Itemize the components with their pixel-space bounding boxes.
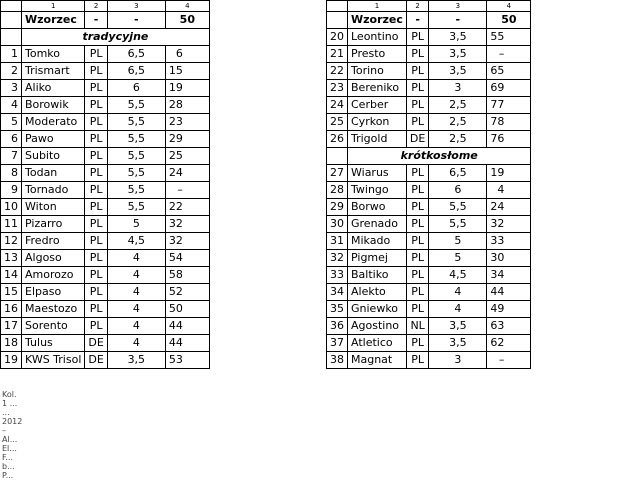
cell-value: 28 — [165, 97, 209, 114]
cell-value: – — [165, 182, 209, 199]
table-row — [327, 318, 531, 335]
cell-name: Tornado — [22, 182, 85, 199]
table-row — [1, 80, 210, 97]
cell-country: PL — [85, 318, 107, 335]
cell-scale: 4 — [429, 301, 487, 318]
cell-country: PL — [406, 233, 428, 250]
wzorzec-no-cell — [327, 12, 348, 29]
cell-scale: 5,5 — [107, 148, 165, 165]
cell-value: 4 — [487, 182, 531, 199]
cell-value: 52 — [165, 284, 209, 301]
cell-scale: 5,5 — [429, 199, 487, 216]
table-row — [327, 63, 531, 80]
cell-country: PL — [406, 63, 428, 80]
cell-name: Tomko — [22, 46, 85, 63]
cell-scale: 5,5 — [107, 199, 165, 216]
table-row — [327, 114, 531, 131]
category-no-cell — [327, 148, 348, 165]
cell-value: 32 — [487, 216, 531, 233]
cell-country: DE — [406, 131, 428, 148]
cell-no: 38 — [327, 352, 348, 369]
table-row — [1, 216, 210, 233]
cell-country: NL — [406, 318, 428, 335]
cell-no: 15 — [1, 284, 22, 301]
cell-scale: 5,5 — [107, 131, 165, 148]
cell-no: 9 — [1, 182, 22, 199]
cell-value: 50 — [165, 301, 209, 318]
cell-scale: 4 — [429, 284, 487, 301]
cell-value: 49 — [487, 301, 531, 318]
wzorzec-value: 50 — [165, 12, 209, 29]
cell-no: 28 — [327, 182, 348, 199]
cell-scale: 5,5 — [107, 114, 165, 131]
cell-name: Atletico — [348, 335, 407, 352]
cell-value: 29 — [165, 131, 209, 148]
table-row — [1, 165, 210, 182]
cell-scale: 4 — [107, 318, 165, 335]
cell-country: PL — [406, 29, 428, 46]
cell-scale: 3,5 — [107, 352, 165, 369]
table-row — [1, 352, 210, 369]
cell-name: Cyrkon — [348, 114, 407, 131]
cell-scale: 6 — [107, 80, 165, 97]
table-row — [327, 335, 531, 352]
cell-no: 12 — [1, 233, 22, 250]
cell-country: PL — [85, 114, 107, 131]
table-row — [1, 46, 210, 63]
table-row — [1, 182, 210, 199]
cell-no: 29 — [327, 199, 348, 216]
cell-no: 36 — [327, 318, 348, 335]
table-row — [327, 97, 531, 114]
wzorzec-row — [1, 12, 210, 29]
cell-value: 34 — [487, 267, 531, 284]
cell-name: Bereniko — [348, 80, 407, 97]
cell-name: Elpaso — [22, 284, 85, 301]
wzorzec-country: - — [406, 12, 428, 29]
cell-no: 26 — [327, 131, 348, 148]
cell-scale: 5,5 — [107, 97, 165, 114]
table-row — [1, 233, 210, 250]
table-row — [1, 301, 210, 318]
cell-name: Gniewko — [348, 301, 407, 318]
cell-scale: 5 — [107, 216, 165, 233]
table-row — [1, 148, 210, 165]
wzorzec-scale: - — [107, 12, 165, 29]
cell-no: 37 — [327, 335, 348, 352]
cell-scale: 5 — [429, 250, 487, 267]
cell-scale: 5,5 — [107, 182, 165, 199]
cell-country: PL — [85, 165, 107, 182]
wzorzec-no-cell — [1, 12, 22, 29]
cell-country: PL — [85, 284, 107, 301]
cell-no: 16 — [1, 301, 22, 318]
table-row — [1, 284, 210, 301]
cell-value: 30 — [487, 250, 531, 267]
col-number-4: 4 — [165, 1, 209, 12]
table-row — [327, 216, 531, 233]
cell-country: PL — [406, 335, 428, 352]
cell-no: 19 — [1, 352, 22, 369]
cell-name: Pizarro — [22, 216, 85, 233]
table-row — [327, 250, 531, 267]
table-row — [1, 250, 210, 267]
cell-value: 6 — [165, 46, 209, 63]
left-variety-table — [0, 0, 210, 369]
table-row — [1, 131, 210, 148]
cell-value: 76 — [487, 131, 531, 148]
cell-country: PL — [406, 301, 428, 318]
cell-country: PL — [85, 216, 107, 233]
cell-scale: 5,5 — [107, 165, 165, 182]
cell-name: Aliko — [22, 80, 85, 97]
cell-country: PL — [406, 199, 428, 216]
cell-country: PL — [406, 216, 428, 233]
cell-country: PL — [406, 284, 428, 301]
cell-country: PL — [85, 63, 107, 80]
cell-country: PL — [85, 233, 107, 250]
cell-scale: 4 — [107, 267, 165, 284]
cell-name: Sorento — [22, 318, 85, 335]
cell-no: 25 — [327, 114, 348, 131]
cell-value: 65 — [487, 63, 531, 80]
cell-value: 58 — [165, 267, 209, 284]
table-row — [327, 29, 531, 46]
cell-name: Cerber — [348, 97, 407, 114]
cell-no: 7 — [1, 148, 22, 165]
cell-scale: 2,5 — [429, 114, 487, 131]
cell-country: PL — [85, 46, 107, 63]
cell-name: Subito — [22, 148, 85, 165]
cell-no: 18 — [1, 335, 22, 352]
cell-no: 22 — [327, 63, 348, 80]
cell-name: Presto — [348, 46, 407, 63]
column-number-row — [327, 1, 531, 12]
cell-value: 69 — [487, 80, 531, 97]
cell-value: 44 — [165, 335, 209, 352]
cell-country: PL — [406, 182, 428, 199]
cell-scale: 6,5 — [107, 46, 165, 63]
table-row — [1, 267, 210, 284]
cell-scale: 4 — [107, 284, 165, 301]
table-row — [1, 97, 210, 114]
table-row — [1, 63, 210, 80]
cell-value: 55 — [487, 29, 531, 46]
category-no-cell — [1, 29, 22, 46]
cell-scale: 6 — [429, 182, 487, 199]
cell-value: 54 — [165, 250, 209, 267]
cell-value: 33 — [487, 233, 531, 250]
cell-scale: 5,5 — [429, 216, 487, 233]
cell-country: PL — [406, 267, 428, 284]
cell-value: 24 — [487, 199, 531, 216]
cell-value: 25 — [165, 148, 209, 165]
col-number-1: 1 — [348, 1, 407, 12]
right-variety-table — [326, 0, 531, 369]
cell-no: 11 — [1, 216, 22, 233]
cell-name: Magnat — [348, 352, 407, 369]
cell-name: Wiarus — [348, 165, 407, 182]
cell-country: PL — [85, 267, 107, 284]
cell-scale: 3,5 — [429, 63, 487, 80]
table-row — [327, 199, 531, 216]
cell-country: PL — [85, 131, 107, 148]
cell-value: 19 — [487, 165, 531, 182]
col-number-blank — [327, 1, 348, 12]
col-number-blank — [1, 1, 22, 12]
cell-value: 53 — [165, 352, 209, 369]
footnote: Kol. 1 ... ... 2012 – Al... El... F... b... P... — [2, 390, 23, 480]
table-row — [327, 284, 531, 301]
cell-name: Grenado — [348, 216, 407, 233]
cell-scale: 5 — [429, 233, 487, 250]
cell-value: – — [487, 46, 531, 63]
table-row — [327, 182, 531, 199]
cell-name: Witon — [22, 199, 85, 216]
wzorzec-country: - — [85, 12, 107, 29]
cell-scale: 3,5 — [429, 46, 487, 63]
col-number-3: 3 — [107, 1, 165, 12]
cell-country: PL — [406, 352, 428, 369]
wzorzec-row — [327, 12, 531, 29]
cell-no: 13 — [1, 250, 22, 267]
col-number-1: 1 — [22, 1, 85, 12]
col-number-4: 4 — [487, 1, 531, 12]
wzorzec-label: Wzorzec — [22, 12, 85, 29]
cell-country: PL — [406, 114, 428, 131]
cell-no: 34 — [327, 284, 348, 301]
cell-no: 6 — [1, 131, 22, 148]
cell-name: Maestozo — [22, 301, 85, 318]
cell-no: 10 — [1, 199, 22, 216]
table-row — [327, 233, 531, 250]
cell-scale: 4,5 — [107, 233, 165, 250]
cell-scale: 3 — [429, 80, 487, 97]
cell-no: 23 — [327, 80, 348, 97]
cell-no: 17 — [1, 318, 22, 335]
table-row — [1, 318, 210, 335]
cell-country: PL — [85, 97, 107, 114]
cell-no: 4 — [1, 97, 22, 114]
cell-value: 32 — [165, 216, 209, 233]
cell-country: PL — [85, 199, 107, 216]
cell-no: 21 — [327, 46, 348, 63]
cell-value: 44 — [487, 284, 531, 301]
cell-scale: 3,5 — [429, 335, 487, 352]
table-row — [327, 301, 531, 318]
cell-no: 27 — [327, 165, 348, 182]
cell-country: PL — [85, 80, 107, 97]
col-number-2: 2 — [406, 1, 428, 12]
cell-no: 35 — [327, 301, 348, 318]
wzorzec-value: 50 — [487, 12, 531, 29]
cell-country: PL — [406, 250, 428, 267]
cell-no: 33 — [327, 267, 348, 284]
cell-name: Fredro — [22, 233, 85, 250]
cell-scale: 2,5 — [429, 131, 487, 148]
cell-country: PL — [406, 46, 428, 63]
cell-value: 32 — [165, 233, 209, 250]
cell-name: Borowik — [22, 97, 85, 114]
table-row — [327, 165, 531, 182]
wzorzec-label: Wzorzec — [348, 12, 407, 29]
cell-name: Borwo — [348, 199, 407, 216]
cell-name: Algoso — [22, 250, 85, 267]
table-row — [327, 46, 531, 63]
cell-scale: 3 — [429, 352, 487, 369]
cell-no: 8 — [1, 165, 22, 182]
cell-name: Moderato — [22, 114, 85, 131]
cell-scale: 4 — [107, 250, 165, 267]
cell-value: 24 — [165, 165, 209, 182]
cell-country: PL — [406, 80, 428, 97]
cell-name: Leontino — [348, 29, 407, 46]
cell-name: Agostino — [348, 318, 407, 335]
cell-no: 20 — [327, 29, 348, 46]
cell-name: Torino — [348, 63, 407, 80]
cell-name: Pigmej — [348, 250, 407, 267]
table-row — [327, 267, 531, 284]
wzorzec-scale: - — [429, 12, 487, 29]
cell-country: PL — [85, 301, 107, 318]
cell-name: Mikado — [348, 233, 407, 250]
cell-name: Tulus — [22, 335, 85, 352]
column-number-row — [1, 1, 210, 12]
table-row — [327, 131, 531, 148]
cell-scale: 4,5 — [429, 267, 487, 284]
table-row — [1, 114, 210, 131]
category-label: krótkosłome — [348, 148, 531, 165]
cell-country: PL — [85, 148, 107, 165]
cell-country: DE — [85, 335, 107, 352]
cell-name: Amorozo — [22, 267, 85, 284]
table-row — [327, 80, 531, 97]
cell-no: 30 — [327, 216, 348, 233]
cell-no: 1 — [1, 46, 22, 63]
cell-name: Alekto — [348, 284, 407, 301]
table-row — [1, 335, 210, 352]
cell-country: PL — [85, 250, 107, 267]
cell-value: 22 — [165, 199, 209, 216]
cell-scale: 2,5 — [429, 97, 487, 114]
cell-scale: 6,5 — [429, 165, 487, 182]
table-row — [1, 199, 210, 216]
cell-value: 15 — [165, 63, 209, 80]
cell-value: 19 — [165, 80, 209, 97]
cell-no: 24 — [327, 97, 348, 114]
cell-scale: 4 — [107, 301, 165, 318]
cell-scale: 4 — [107, 335, 165, 352]
cell-country: DE — [85, 352, 107, 369]
cell-name: Twingo — [348, 182, 407, 199]
col-number-2: 2 — [85, 1, 107, 12]
cell-no: 2 — [1, 63, 22, 80]
cell-country: PL — [406, 97, 428, 114]
cell-value: 23 — [165, 114, 209, 131]
cell-no: 3 — [1, 80, 22, 97]
cell-value: 78 — [487, 114, 531, 131]
cell-country: PL — [406, 165, 428, 182]
cell-value: 62 — [487, 335, 531, 352]
cell-name: KWS Trisol — [22, 352, 85, 369]
cell-value: – — [487, 352, 531, 369]
category-row-tradycyjne — [1, 29, 210, 46]
table-row — [327, 352, 531, 369]
cell-no: 5 — [1, 114, 22, 131]
cell-country: PL — [85, 182, 107, 199]
cell-no: 14 — [1, 267, 22, 284]
category-row-krotkoslome — [327, 148, 531, 165]
cell-scale: 3,5 — [429, 29, 487, 46]
col-number-3: 3 — [429, 1, 487, 12]
cell-name: Baltiko — [348, 267, 407, 284]
cell-name: Pawo — [22, 131, 85, 148]
cell-no: 32 — [327, 250, 348, 267]
cell-value: 77 — [487, 97, 531, 114]
cell-no: 31 — [327, 233, 348, 250]
cell-scale: 3,5 — [429, 318, 487, 335]
cell-name: Trismart — [22, 63, 85, 80]
cell-name: Todan — [22, 165, 85, 182]
cell-scale: 6,5 — [107, 63, 165, 80]
cell-value: 44 — [165, 318, 209, 335]
cell-name: Trigold — [348, 131, 407, 148]
cell-value: 63 — [487, 318, 531, 335]
category-label: tradycyjne — [22, 29, 210, 46]
